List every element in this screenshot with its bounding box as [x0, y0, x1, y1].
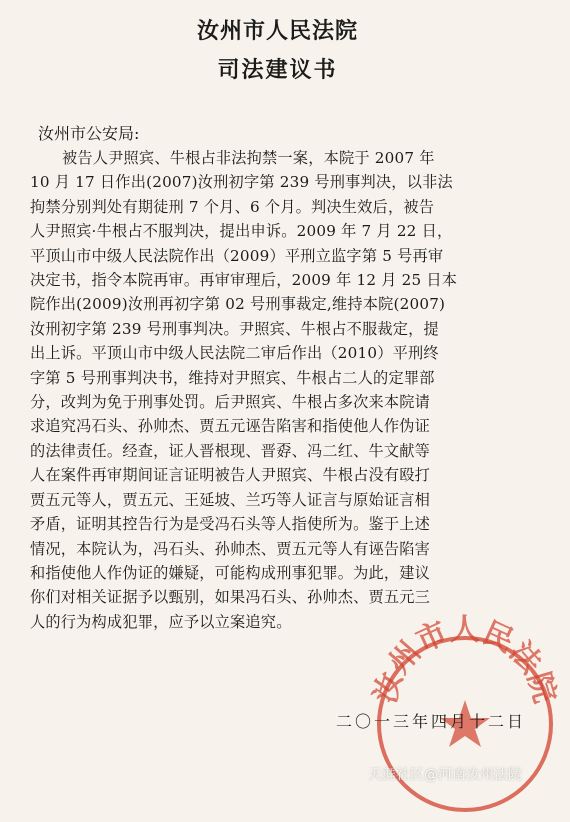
seal-text-path: 汝州市人民法院: [367, 612, 563, 707]
body-line: 的法律责任。经查，证人晋根现、晋孬、冯二红、牛文献等: [30, 441, 431, 460]
body-line: 出上诉。平顶山市中级人民法院二审后作出（2010）平刑终: [30, 344, 439, 363]
body-line: 求追究冯石头、孙帅杰、贾五元诬告陷害和指使他人作伪证: [30, 417, 431, 436]
body-line: 被告人尹照宾、牛根占非法拘禁一案，本院于 2007 年: [62, 149, 435, 167]
body-line: 决定书，指令本院再审。再审审理后，2009 年 12 月 25 日本: [30, 271, 458, 290]
body-line: 分，改判为免于刑事处罚。后尹照宾、牛根占多次来本院请: [30, 393, 431, 412]
body-line: 平顶山市中级人民法院作出（2009）平刑立监字第 5 号再审: [30, 246, 444, 265]
body-line: 汝刑初字第 239 号刑事判决。尹照宾、牛根占不服裁定，提: [30, 319, 439, 338]
seal-text: [368, 613, 563, 707]
body-line: 人在案件再审期间证言证明被告人尹照宾、牛根占没有殴打: [30, 466, 431, 485]
body-line: 情况，本院认为，冯石头、孙帅杰、贾五元等人有诬告陷害: [30, 539, 431, 558]
body-line: 院作出(2009)汝刑再初字第 02 号刑事裁定,维持本院(2007): [30, 295, 446, 314]
court-name-heading: 汝州市人民法院: [196, 19, 358, 44]
body-line: 人尹照宾·牛根占不服判决，提出申诉。2009 年 7 月 22 日，: [30, 222, 453, 241]
issue-date: 二〇一三年四月十二日: [336, 712, 527, 731]
document-type-heading: 司法建议书: [217, 58, 338, 83]
body-line: 和指使他人作伪证的嫌疑，可能构成刑事犯罪。为此，建议: [30, 563, 431, 582]
body-line: 10 月 17 日作出(2007)汝刑初字第 239 号刑事判决，以非法: [30, 173, 453, 192]
body-line: 你们对相关证据予以甄别，如果冯石头、孙帅杰、贾五元三: [30, 588, 431, 607]
body-line: 人的行为构成犯罪，应予以立案追究。: [30, 612, 292, 631]
addressee: 汝州市公安局:: [38, 124, 140, 143]
site-watermark: 天涯社区@河南汝州法院: [368, 767, 522, 783]
body-line: 矛盾，证明其控告行为是受冯石头等人指使所为。鉴于上述: [30, 515, 431, 534]
body-line: 字第 5 号刑事判决书，维持对尹照宾、牛根占二人的定罪部: [30, 368, 435, 387]
body-line: 拘禁分别判处有期徒刑 7 个月、6 个月。判决生效后，被告: [30, 197, 435, 216]
body-line: 贾五元等人，贾五元、王延坡、兰巧等人证言与原始证言相: [30, 490, 431, 509]
document-body: [30, 146, 528, 634]
